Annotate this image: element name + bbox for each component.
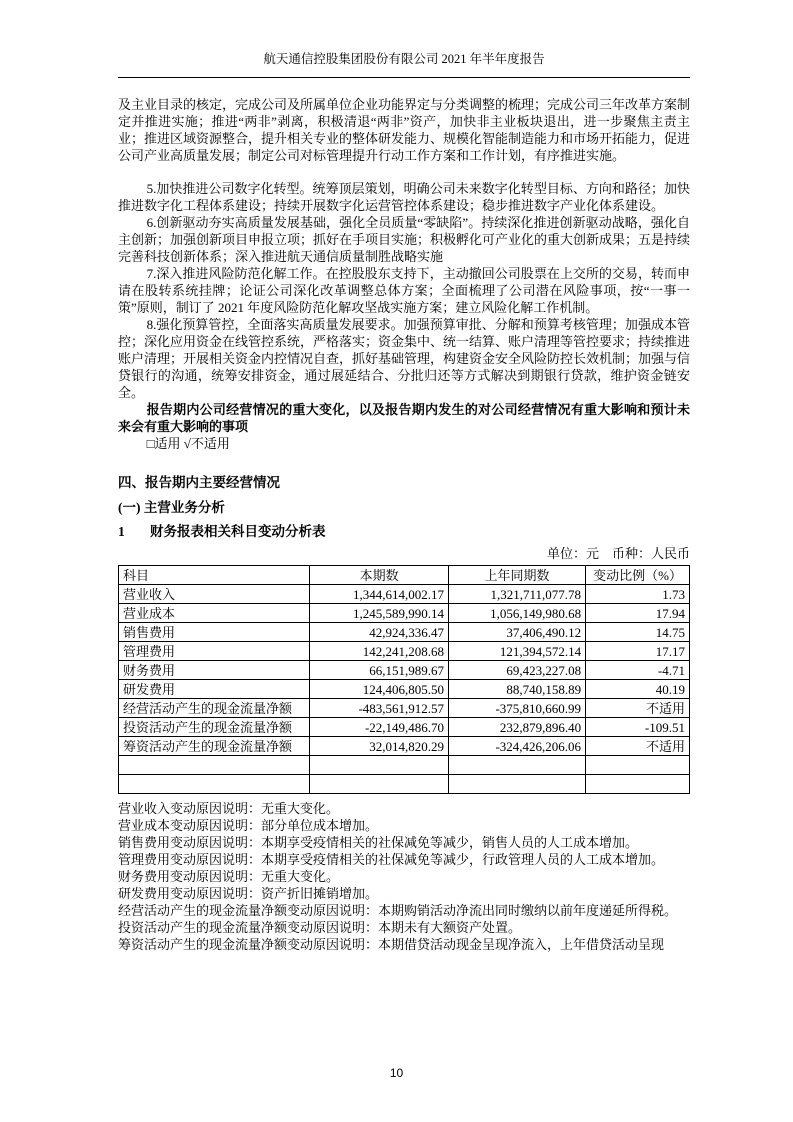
table-row-empty: [119, 775, 690, 794]
column-header-change: 变动比例（%）: [586, 566, 690, 585]
report-header-title: 航天通信控股集团股份有限公司 2021 年半年度报告: [118, 50, 690, 78]
table-cell: [586, 775, 690, 794]
table-row: [119, 737, 690, 756]
heading-text: 财务报表相关科目变动分析表: [150, 524, 326, 539]
table-cell: 不适用: [586, 699, 690, 718]
subsection-heading-1: (一) 主营业务分析: [118, 500, 225, 515]
table-cell: [310, 775, 449, 794]
table-header-row: [119, 566, 690, 585]
page-content: [118, 50, 690, 953]
note-line: 管理费用变动原因说明：本期享受疫情相关的社保减免等减少，行政管理人员的人工成本增加。: [118, 852, 665, 867]
table-cell: 1.73: [586, 585, 690, 604]
table-cell: 232,879,896.40: [449, 718, 586, 737]
table-cell: -324,426,206.06: [449, 737, 586, 756]
column-header-subject: 科目: [119, 566, 310, 585]
table-cell: 88,740,158.89: [449, 680, 586, 699]
change-reason-notes: [118, 800, 690, 953]
table-cell: 42,924,336.47: [310, 623, 449, 642]
table-cell: -483,561,912.57: [310, 699, 449, 718]
note-line: 营业成本变动原因说明：部分单位成本增加。: [118, 818, 379, 833]
table-cell: -109.51: [586, 718, 690, 737]
column-header-prior: 上年同期数: [449, 566, 586, 585]
body-paragraph: 7.深入推进风险防范化解工作。在控股股东支持下，主动撤回公司股票在上交所的交易，转而申请在股转系统挂牌；论证公司深化改革调整总体方案；全面梳理了公司潜在风险事项，按“一事一策”原则，制订了 2021 年度风险防范化解攻坚战实施方案；建立风险化解工作机制。: [118, 266, 690, 315]
heading-number: 1: [118, 524, 125, 539]
table-cell: 筹资活动产生的现金流量净额: [119, 737, 310, 756]
table-row: [119, 718, 690, 737]
table-cell: 66,151,989.67: [310, 661, 449, 680]
table-cell: 1,245,589,990.14: [310, 604, 449, 623]
note-line: 财务费用变动原因说明：无重大变化。: [118, 869, 340, 884]
table-cell: 40.19: [586, 680, 690, 699]
body-paragraph: 及主业目录的核定，完成公司及所属单位企业功能界定与分类调整的梳理；完成公司三年改革方案制定并推进实施；推进“两非”剥离，积极清退“两非”资产，加快非主业板块退出，进一步聚焦主责主业；推进区域资源整合，提升相关专业的整体研发能力、规模化智能制造能力和市场开拓能力，促进公司产业高质量发展；制定公司对标管理提升行动工作方案和工作计划，有序推进实施。: [118, 97, 691, 163]
table-row: [119, 642, 690, 661]
table-cell: 投资活动产生的现金流量净额: [119, 718, 310, 737]
body-paragraph: 5.加快推进公司数字化转型。统筹顶层策划，明确公司未来数字化转型目标、方向和路径；加快推进数字化工程体系建设；持续开展数字化运营管控体系建设；稳步推进数字产业化体系建设。: [118, 181, 690, 213]
table-cell: 121,394,572.14: [449, 642, 586, 661]
table-cell: [449, 756, 586, 775]
note-line: 营业收入变动原因说明：无重大变化。: [118, 801, 340, 816]
table-row: [119, 604, 690, 623]
table-cell: 营业成本: [119, 604, 310, 623]
note-line: 筹资活动产生的现金流量净额变动原因说明：本期借贷活动现金呈现净流入，上年借贷活动呈现: [118, 937, 665, 952]
table-cell: 财务费用: [119, 661, 310, 680]
table-cell: [449, 775, 586, 794]
table-cell: 69,423,227.08: [449, 661, 586, 680]
table-cell: 1,344,614,002.17: [310, 585, 449, 604]
table-row: [119, 585, 690, 604]
page-number: 10: [389, 1066, 404, 1080]
table-cell: 管理费用: [119, 642, 310, 661]
table-cell: 营业收入: [119, 585, 310, 604]
table-cell: [119, 775, 310, 794]
table-cell: [586, 756, 690, 775]
note-line: 销售费用变动原因说明：本期享受疫情相关的社保减免等减少，销售人员的人工成本增加。: [118, 835, 639, 850]
table-cell: 不适用: [586, 737, 690, 756]
major-changes-heading: 报告期内公司经营情况的重大变化，以及报告期内发生的对公司经营情况有重大影响和预计未来会有重大影响的事项: [118, 402, 690, 434]
table-cell: 124,406,805.50: [310, 680, 449, 699]
table-cell: 14.75: [586, 623, 690, 642]
table-cell: [119, 756, 310, 775]
body-paragraph: 8.强化预算管控，全面落实高质量发展要求。加强预算审批、分解和预算考核管理；加强成本管控；深化应用资金在线管控系统，严格落实；资金集中、统一结算、账户清理等管控要求；持续推进账户清理；开展相关资金内控情况自查，抓好基础管理，构建资金安全风险防控长效机制；加强与信贷银行的沟通，统筹安排资金，通过展延结合、分批归还等方式解决到期银行贷款，维护资金链安全。: [118, 317, 691, 400]
note-line: 经营活动产生的现金流量净额变动原因说明：本期购销活动净流出同时缴纳以前年度递延所得税。: [118, 903, 678, 918]
table-cell: 1,056,149,980.68: [449, 604, 586, 623]
analysis-table-heading: [118, 523, 690, 540]
table-cell: 研发费用: [119, 680, 310, 699]
table-cell: 17.17: [586, 642, 690, 661]
table-cell: -4.71: [586, 661, 690, 680]
note-line: 投资活动产生的现金流量净额变动原因说明：本期未有大额资产处置。: [118, 920, 522, 935]
table-cell: 销售费用: [119, 623, 310, 642]
unit-currency-note: 单位：元 币种：人民币: [546, 546, 690, 561]
section-heading-4: 四、报告期内主要经营情况: [118, 475, 280, 490]
table-cell: 32,014,820.29: [310, 737, 449, 756]
table-row: [119, 680, 690, 699]
note-line: 研发费用变动原因说明：资产折旧摊销增加。: [118, 886, 379, 901]
financial-items-table: [118, 565, 690, 794]
table-row: [119, 623, 690, 642]
applicability-line: □适用 √不适用: [146, 436, 230, 451]
table-row: [119, 661, 690, 680]
table-cell: 37,406,490.12: [449, 623, 586, 642]
table-cell: 142,241,208.68: [310, 642, 449, 661]
table-cell: -22,149,486.70: [310, 718, 449, 737]
table-cell: 1,321,711,077.78: [449, 585, 586, 604]
body-paragraph: 6.创新驱动夯实高质量发展基础，强化全员质量“零缺陷”。持续深化推进创新驱动战略，强化自主创新；加强创新项目申报立项；抓好在手项目实施；积极孵化可产业化的重大创新成果；五是持续完善科技创新体系；深入推进航天通信质量制胜战略实施: [118, 215, 691, 264]
column-header-current: 本期数: [310, 566, 449, 585]
table-cell: -375,810,660.99: [449, 699, 586, 718]
table-cell: 经营活动产生的现金流量净额: [119, 699, 310, 718]
table-row: [119, 699, 690, 718]
table-cell: [310, 756, 449, 775]
table-cell: 17.94: [586, 604, 690, 623]
table-row-empty: [119, 756, 690, 775]
